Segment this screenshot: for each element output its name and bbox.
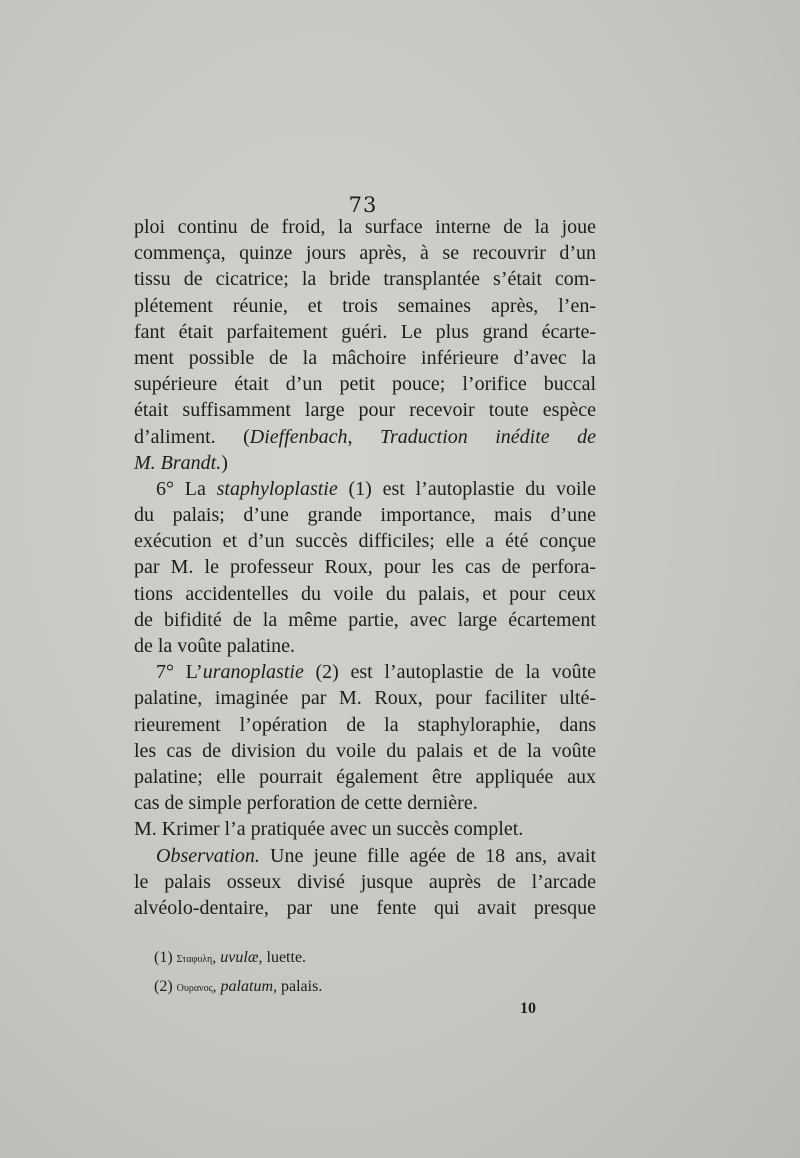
text-run: du palais; d’une grande importance, mais d’une xyxy=(134,504,596,527)
footnotes xyxy=(154,944,454,1002)
text-line xyxy=(134,528,596,554)
text-line xyxy=(134,764,596,790)
text-line xyxy=(134,502,596,528)
text-line xyxy=(134,659,596,685)
text-line xyxy=(134,843,596,869)
text-line xyxy=(134,240,596,266)
text-run: ) xyxy=(221,451,228,474)
text-run: alvéolo-dentaire, par une fente qui avait presque xyxy=(134,896,596,919)
text-line xyxy=(134,319,596,345)
text-run: par M. le professeur Roux, pour les cas de perfora- xyxy=(134,556,596,579)
footnote: (1) Σταφυλη, uvulæ, luette. xyxy=(154,949,307,966)
text-line xyxy=(134,371,596,397)
footnote-marker: (1) xyxy=(154,949,173,966)
text-line xyxy=(134,581,596,607)
footnote-latin: palatum xyxy=(220,978,273,995)
text-run: rieurement l’opération de la staphyloraphie, dans xyxy=(134,713,596,736)
text-run: 7° L’ xyxy=(156,661,203,684)
text-run: fant était parfaitement guéri. Le plus grand écarte- xyxy=(134,320,596,343)
text-run: cas de simple perforation de cette dernière. xyxy=(134,792,478,815)
footnote-marker: (2) xyxy=(154,978,173,995)
italic-text: M. Brandt. xyxy=(134,451,222,474)
text-run: supérieure était d’un petit pouce; l’orifice buccal xyxy=(134,373,596,396)
text-run: commença, quinze jours après, à se recouvrir d’un xyxy=(134,242,596,265)
text-run: exécution et d’un succès difficiles; elle a été conçue xyxy=(134,530,596,553)
text-run: (2) est l’autoplastie de la voûte xyxy=(303,661,597,684)
text-run: palatine, imaginée par M. Roux, pour faciliter ulté- xyxy=(134,687,596,710)
text-run: , xyxy=(347,425,380,448)
text-line xyxy=(134,790,596,816)
text-line xyxy=(134,685,596,711)
text-line xyxy=(134,266,596,292)
text-run: palatine; elle pourrait également être appliquée aux xyxy=(134,765,596,788)
page-number: 73 xyxy=(348,193,378,217)
text-line xyxy=(134,293,596,319)
text-run: Une jeune fille agée de 18 ans, avait xyxy=(259,844,596,867)
text-line xyxy=(134,397,596,423)
text-line xyxy=(134,712,596,738)
text-run: ment possible de la mâchoire inférieure d’avec la xyxy=(134,346,596,369)
text-run: plétement réunie, et trois semaines après, l’en- xyxy=(134,294,596,317)
text-line xyxy=(134,738,596,764)
text-run: (1) est l’autoplastie du voile xyxy=(337,477,596,500)
footnote-gloss: luette. xyxy=(266,949,307,966)
text-run: les cas de division du voile du palais et de la voûte xyxy=(134,739,596,762)
text-run: était suffisamment large pour recevoir toute espèce xyxy=(134,399,596,422)
text-line xyxy=(134,816,596,842)
text-line xyxy=(134,345,596,371)
text-line xyxy=(134,214,596,240)
text-line xyxy=(134,424,596,450)
text-run: d’aliment. ( xyxy=(134,425,250,448)
text-run: de la voûte palatine. xyxy=(134,635,296,657)
text-run: tissu de cicatrice; la bride transplantée s’était com- xyxy=(134,268,596,291)
italic-text: Dieffenbach xyxy=(249,425,348,448)
footnote-greek: Ουρανος xyxy=(176,983,213,994)
text-run: M. Krimer l’a pratiquée avec un succès complet. xyxy=(134,818,524,841)
body-text xyxy=(134,214,596,921)
text-line xyxy=(134,450,596,476)
text-run: ploi continu de froid, la surface interne de la joue xyxy=(134,216,596,238)
text-run: tions accidentelles du voile du palais, et pour ceux xyxy=(134,582,596,605)
footnote-greek: Σταφυλη xyxy=(176,954,213,965)
text-line xyxy=(134,633,596,659)
footnote-gloss: palais. xyxy=(281,978,323,995)
text-run: 6° La xyxy=(156,477,217,500)
signature-mark: 10 xyxy=(520,1000,536,1017)
text-line xyxy=(134,607,596,633)
text-line xyxy=(134,895,596,921)
text-run: de bifidité de la même partie, avec large écartement xyxy=(134,608,596,631)
text-line xyxy=(134,476,596,502)
text-line xyxy=(134,869,596,895)
footnote: (2) Ουρανος, palatum, palais. xyxy=(154,978,323,995)
italic-text: staphyloplastie xyxy=(216,477,338,500)
italic-text: Observation. xyxy=(156,844,260,867)
footnote-latin: uvulæ xyxy=(220,949,259,966)
italic-text: uranoplastie xyxy=(202,661,304,684)
text-line xyxy=(134,554,596,580)
text-run: le palais osseux divisé jusque auprès de l’arcade xyxy=(134,870,596,893)
italic-text: Traduction inédite de xyxy=(379,425,596,448)
